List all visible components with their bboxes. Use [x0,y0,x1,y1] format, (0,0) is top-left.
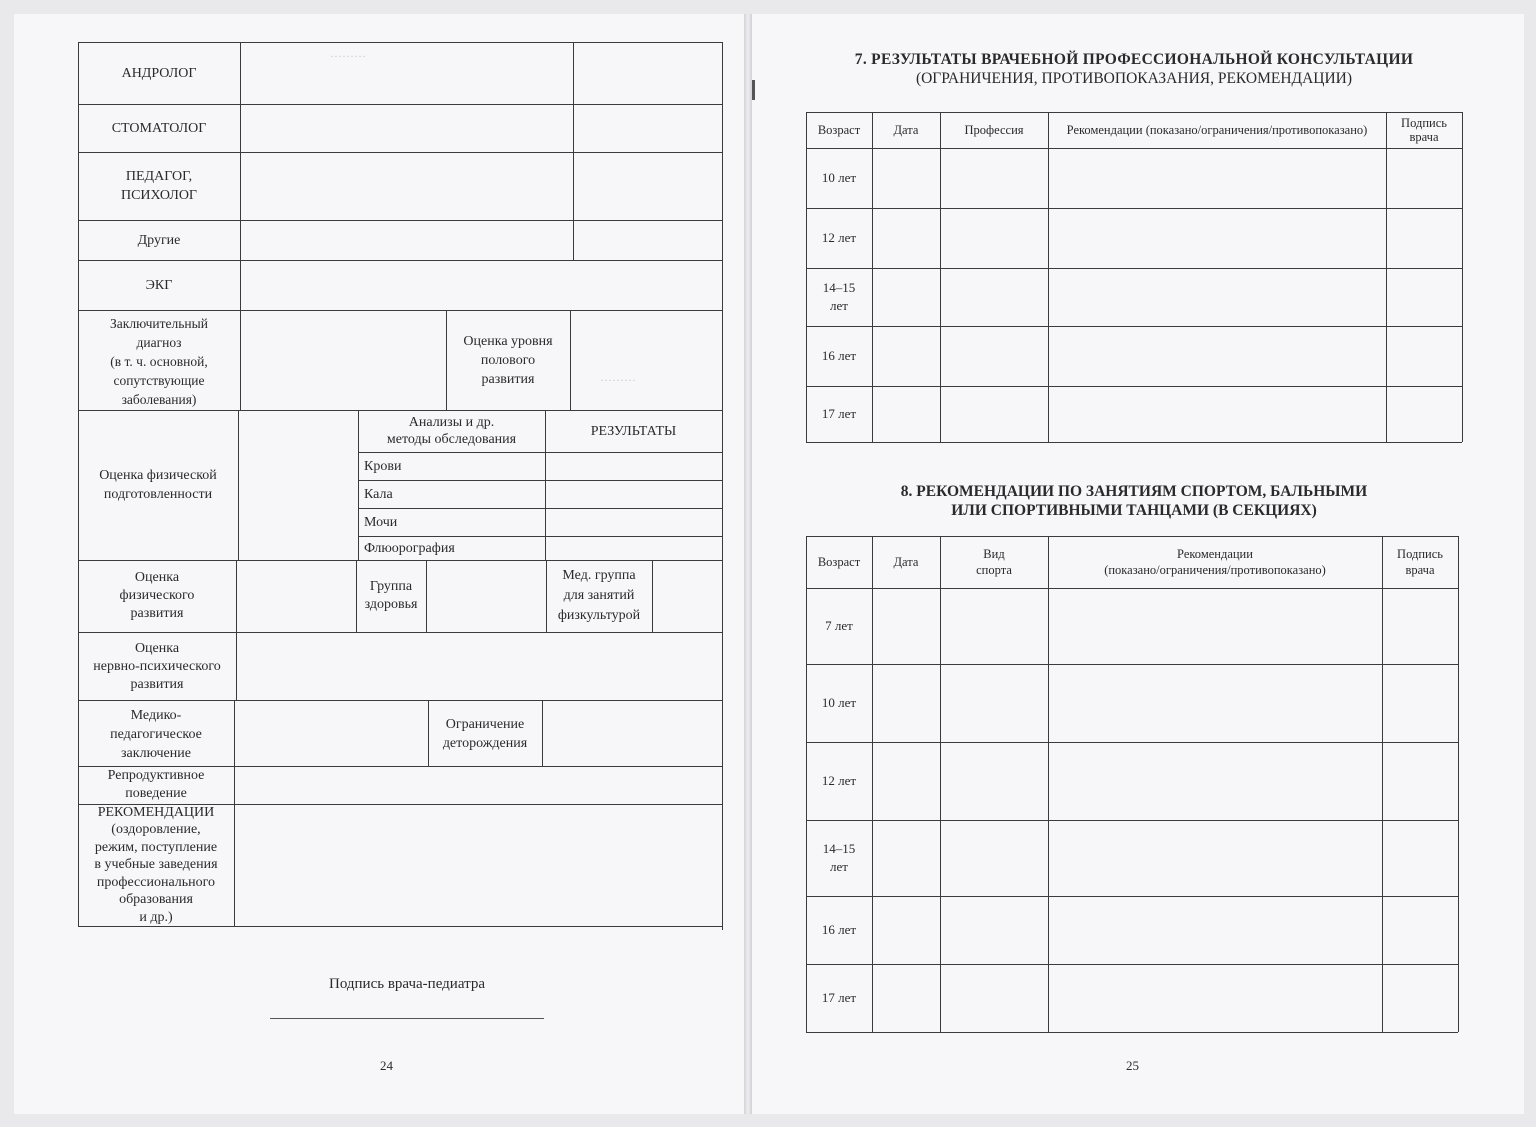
s7-age-17: 17 лет [821,406,857,421]
cell-health-group: Группа здоровья [364,579,418,612]
header-analyses: Анализы и др. методы обследования [386,415,517,447]
cell-childbirth-restriction: Ограничение деторождения [442,717,528,751]
page-number-right: 25 [1126,1058,1139,1073]
section7-title-bold: 7. РЕЗУЛЬТАТЫ ВРАЧЕБНОЙ ПРОФЕССИОНАЛЬНОЙ КОНСУЛЬТАЦИИ [854,51,1414,68]
s7-header-recommendations: Рекомендации (показано/ограничения/противопоказано) [1066,123,1368,137]
section8-title-line2: ИЛИ СПОРТИВНЫМИ ТАНЦАМИ (В СЕКЦИЯХ) [951,502,1317,519]
s7-header-age: Возраст [817,123,861,137]
signature-line[interactable] [270,1018,544,1019]
row-andrologist: АНДРОЛОГ [121,65,197,81]
section8-title [806,482,1462,520]
page-number-left: 24 [380,1058,393,1073]
s7-header-date: Дата [893,123,919,137]
s7-age-10: 10 лет [821,170,857,185]
s7-age-16: 16 лет [821,348,857,363]
s7-header-signature: Подпись врача [1401,116,1447,144]
row-neuro-development: Оценка нервно-психического развития [93,641,221,692]
row-final-diagnosis: Заключительный диагноз (в т. ч. основной, сопутствующие заболевания) [110,315,208,407]
s8-header-recommendations: Рекомендации (показано/ограничения/противопоказано) [1104,547,1326,577]
row-recommendations: РЕКОМЕНДАЦИИ (оздоровление, режим, поступление в учебные заведения профессионального образования и др.) [94,804,218,925]
row-physical-fitness: Оценка физической подготовленности [99,468,217,502]
row-others: Другие [137,232,181,248]
s8-age-7: 7 лет [825,618,853,633]
row-feces: Кала [364,486,393,502]
row-med-ped-conclusion: Медико- педагогическое заключение [110,707,202,761]
section8-title-line1: 8. РЕКОМЕНДАЦИИ ПО ЗАНЯТИЯМ СПОРТОМ, БАЛЬНЫМИ [900,483,1368,500]
cell-sexual-development: Оценка уровня полового развития [463,333,553,387]
s8-age-17: 17 лет [821,990,857,1005]
row-ecg: ЭКГ [145,277,173,293]
s8-age-14-15: 14–15 лет [822,841,856,874]
s8-header-age: Возраст [817,555,861,569]
row-urine: Мочи [364,514,398,530]
s7-age-14-15: 14–15 лет [822,280,856,313]
s7-header-profession: Профессия [964,123,1024,137]
s8-age-10: 10 лет [821,695,857,710]
spine-mark [752,80,755,100]
row-physical-development: Оценка физического развития [119,570,195,621]
s8-header-signature: Подпись врача [1397,547,1443,577]
s8-age-12: 12 лет [821,773,857,788]
s8-age-16: 16 лет [821,922,857,937]
row-blood: Крови [364,458,402,474]
s7-age-12: 12 лет [821,230,857,245]
row-reproductive-behavior: Репродуктивное поведение [107,768,205,801]
book-spine [744,14,752,1114]
signature-label: Подпись врача-педиатра [329,975,485,992]
cell-pe-group: Мед. группа для занятий физкультурой [557,568,641,623]
s8-header-date: Дата [893,555,919,569]
row-teacher-psychologist: ПЕДАГОГ, ПСИХОЛОГ [120,169,198,203]
s8-header-sport: Вид спорта [976,547,1012,577]
header-results: РЕЗУЛЬТАТЫ [590,423,677,439]
section7-title-sub: (ОГРАНИЧЕНИЯ, ПРОТИВОПОКАЗАНИЯ, РЕКОМЕНДАЦИИ) [915,70,1353,87]
section7-title [806,50,1462,88]
row-dentist: СТОМАТОЛОГ [111,120,207,136]
row-fluorography: Флюорография [364,540,455,556]
